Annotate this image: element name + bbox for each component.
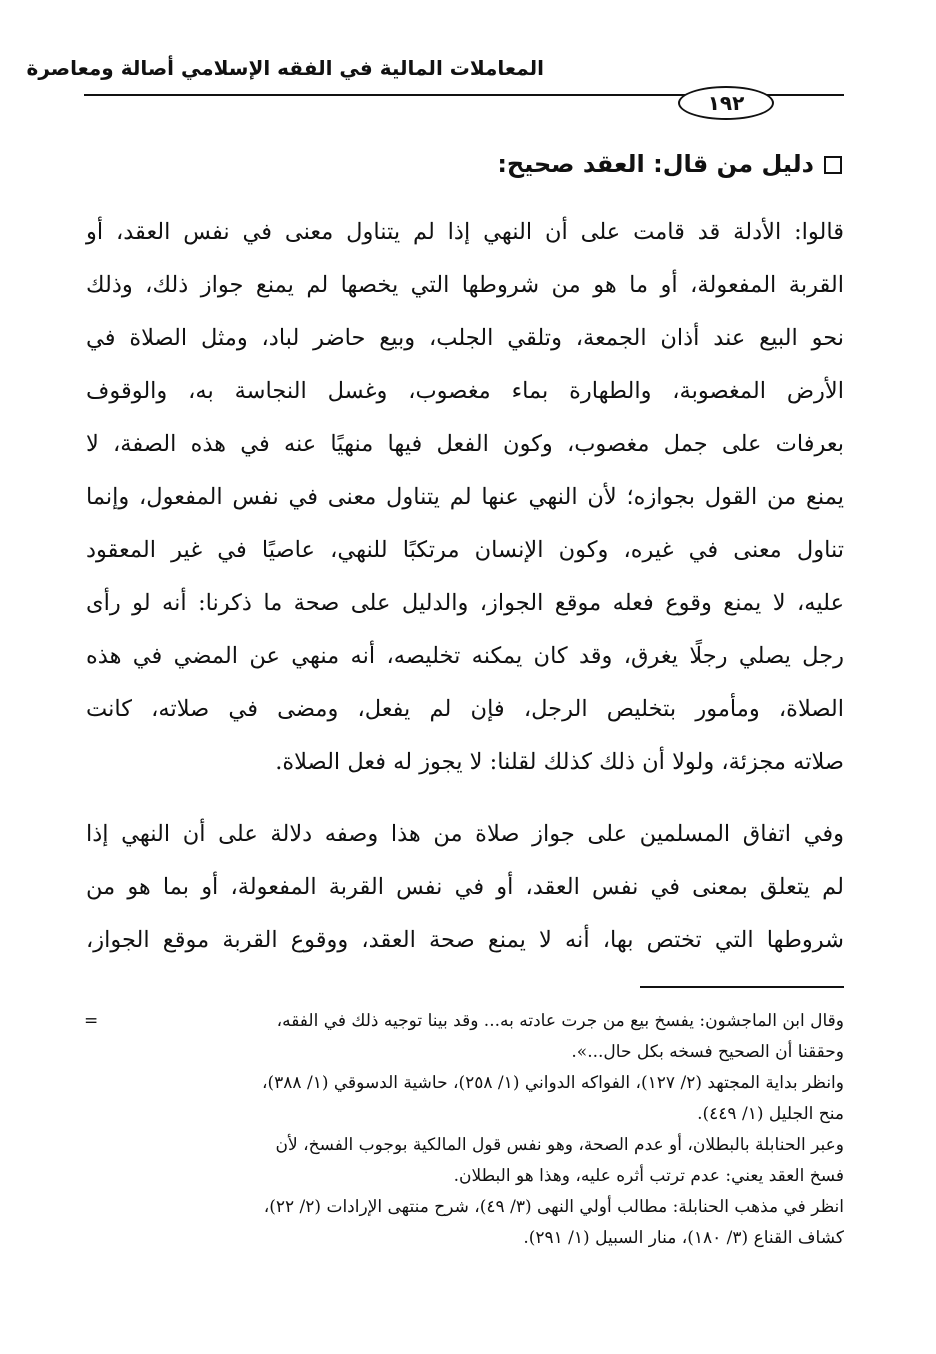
footnote-line: انظر في مذهب الحنابلة: مطالب أولي النهى (٣/ ٤٩)، شرح منتهى الإرادات (٢/ ٢٢)، xyxy=(263,1197,844,1217)
text-line: القربة المفعولة، أو ما هو من شروطها التي يخصها لم يمنع جواز ذلك، وذلك xyxy=(86,272,844,298)
page-number: ١٩٢ xyxy=(678,86,774,120)
continuation-mark: = xyxy=(84,1011,99,1031)
square-bullet-icon xyxy=(824,156,842,174)
text-line: شروطها التي تختص بها، أنه لا يمنع صحة العقد، ووقوع القربة موقع الجواز، xyxy=(86,927,844,953)
text-line: الصلاة، ومأمور بتخليص الرجل، فإن لم يفعل، ومضى في صلاته، كانت xyxy=(86,696,844,722)
text-line: رجل يصلي رجلًا يغرق، وقد كان يمكنه تخليصه، أنه منهي عن المضي في هذه xyxy=(86,643,844,669)
footnote-line: وقال ابن الماجشون: يفسخ بيع من جرت عادته به... وقد بينا توجيه ذلك في الفقه، xyxy=(276,1011,844,1031)
text-line: الأرض المغصوبة، والطهارة بماء مغصوب، وغسل النجاسة به، والوقوف xyxy=(86,378,844,404)
footnote-hanbali-sources xyxy=(84,1192,844,1254)
text-line: صلاته مجزئة، ولولا أن ذلك كذلك لقلنا: لا يجوز له فعل الصلاة. xyxy=(275,749,844,775)
footnotes xyxy=(84,1006,844,1254)
paragraph-1 xyxy=(86,206,844,789)
text-line: لم يتعلق بمعنى في نفس العقد، أو في نفس القربة المفعولة، أو بما هو من xyxy=(86,874,844,900)
text-line: بعرفات على جمل مغصوب، وكون الفعل فيها منهيًا عنه في هذه الصفة، لا xyxy=(86,431,844,457)
section-heading xyxy=(142,150,842,178)
text-line: قالوا: الأدلة قد قامت على أن النهي إذا لم يتناول معنى في نفس العقد، أو xyxy=(86,219,844,245)
footnote-line: وانظر بداية المجتهد (٢/ ١٢٧)، الفواكه الدواني (١/ ٢٥٨)، حاشية الدسوقي (١/ ٣٨٨)، xyxy=(262,1073,844,1093)
footnote-maliki-sources xyxy=(84,1068,844,1130)
footnote-hanbali-view xyxy=(84,1130,844,1192)
footnote-line: وحققنا أن الصحيح فسخه بكل حال...». xyxy=(571,1042,844,1062)
text-line: يمنع من القول بجوازه؛ لأن النهي عنها لم يتناول معنى في نفس المفعول، وإنما xyxy=(86,484,844,510)
footnote-line: فسخ العقد يعني: عدم ترتب أثره عليه، وهذا هو البطلان. xyxy=(453,1166,844,1186)
section-heading-text: دليل من قال: العقد صحيح: xyxy=(497,150,814,178)
footnote-line: كشاف القناع (٣/ ١٨٠)، منار السبيل (١/ ٢٩١). xyxy=(523,1228,844,1248)
running-title: المعاملات المالية في الفقه الإسلامي أصالة ومعاصرة xyxy=(26,56,544,80)
paragraph-2 xyxy=(86,808,844,967)
footnote-line: وعبر الحنابلة بالبطلان، أو عدم الصحة، وهو نفس قول المالكية بوجوب الفسخ، لأن xyxy=(275,1135,844,1155)
text-line: نحو البيع عند أذان الجمعة، وتلقي الجلب، وبيع حاضر لباد، ومثل الصلاة في xyxy=(86,325,844,351)
text-line: تناول معنى في غيره، وكون الإنسان مرتكبًا للنهي، عاصيًا في غير المعقود xyxy=(86,537,845,563)
footnote-continued xyxy=(84,1006,844,1068)
text-line: وفي اتفاق المسلمين على جواز صلاة من هذا وصفه دلالة على أن النهي إذا xyxy=(86,821,845,847)
text-line: عليه، لا يمنع وقوع فعله موقع الجواز، والدليل على صحة ما ذكرنا: أنه لو رأى xyxy=(86,590,844,616)
footnote-separator xyxy=(640,986,844,988)
footnote-line: منح الجليل (١/ ٤٤٩). xyxy=(697,1104,844,1124)
